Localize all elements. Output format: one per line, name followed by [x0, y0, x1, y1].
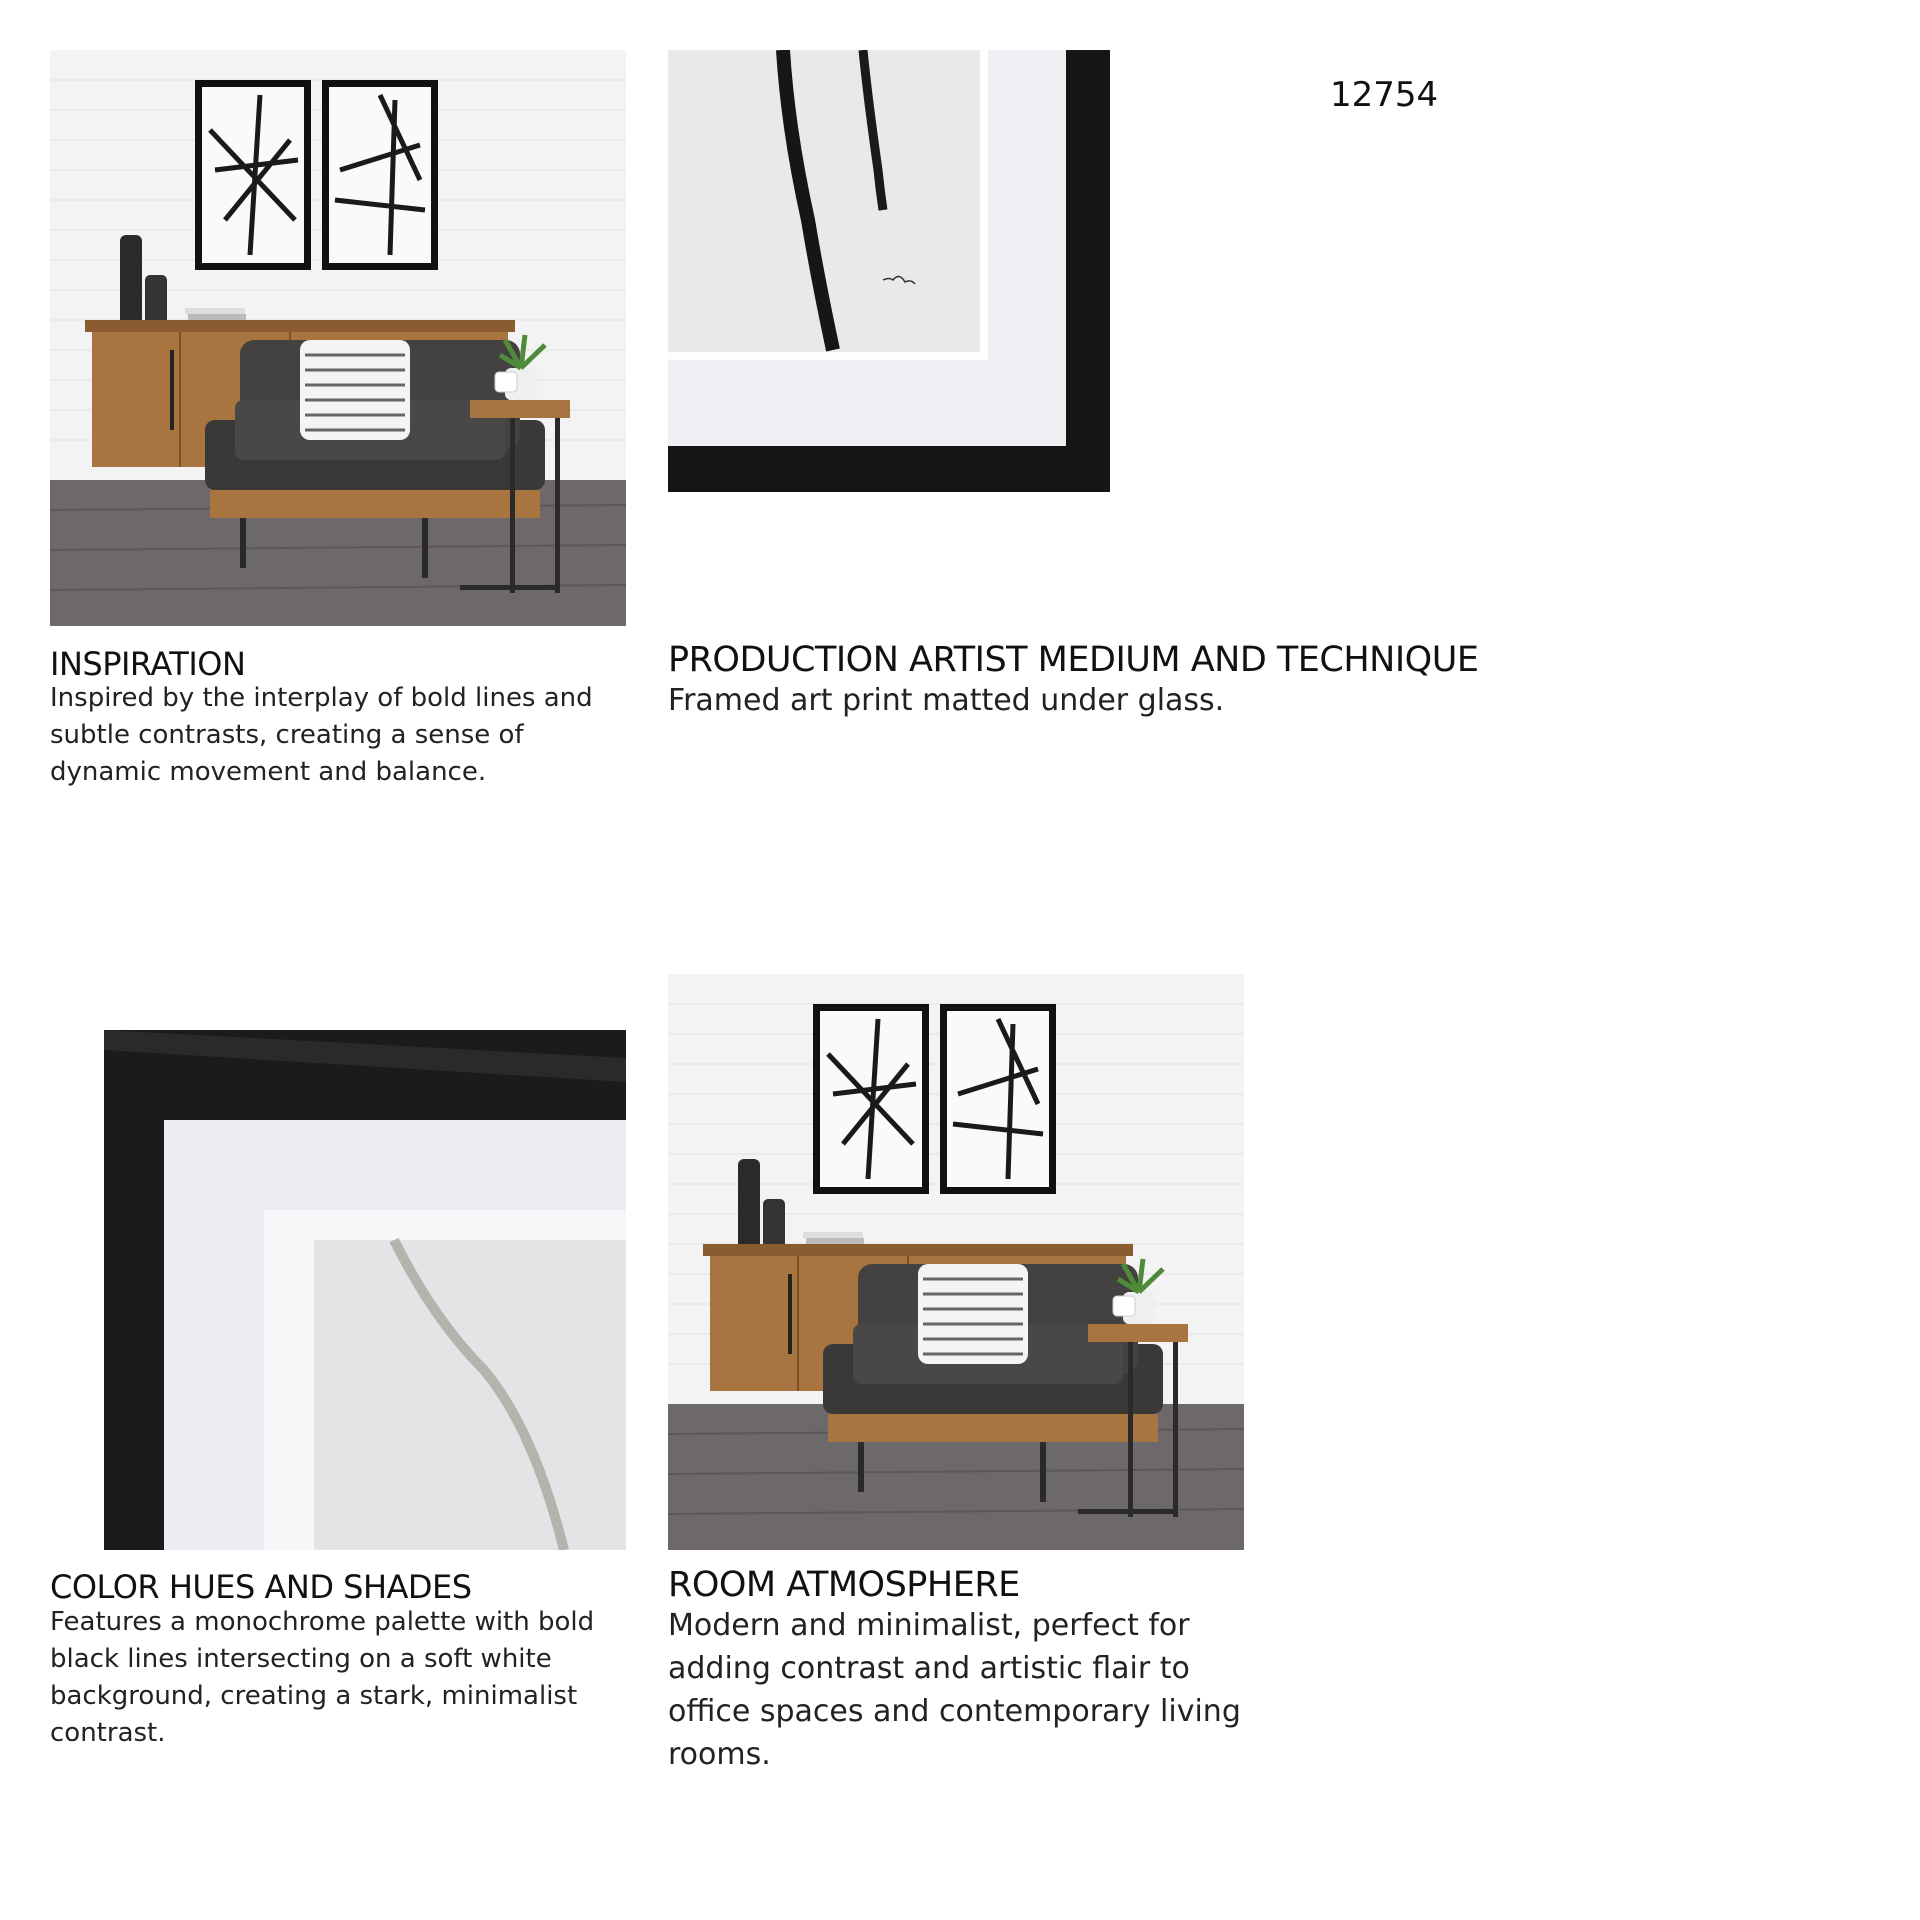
- room-atmosphere-heading: ROOM ATMOSPHERE: [668, 1565, 1020, 1605]
- production-heading: PRODUCTION ARTIST MEDIUM AND TECHNIQUE: [668, 640, 1479, 680]
- room-scene-illustration: [668, 974, 1244, 1550]
- frame-corner-closeup-photo: [668, 50, 1110, 492]
- frame-edge-illustration: [104, 1030, 626, 1550]
- color-heading: COLOR HUES AND SHADES: [50, 1568, 472, 1606]
- room-atmosphere-photo: [668, 974, 1244, 1550]
- inspiration-heading: INSPIRATION: [50, 645, 246, 683]
- color-text: Features a monochrome palette with bold black lines intersecting on a soft white background, creating a stark, minimalist contrast.: [50, 1607, 595, 1748]
- inspiration-room-photo: [50, 50, 626, 626]
- room-scene-illustration: [50, 50, 626, 626]
- document-number: 12754: [1330, 75, 1439, 115]
- frame-edge-closeup-photo: [104, 1030, 626, 1550]
- room-atmosphere-text: Modern and minimalist, perfect for adding contrast and artistic flair to office spaces and contemporary living rooms.: [668, 1608, 1241, 1772]
- production-text: Framed art print matted under glass.: [668, 683, 1225, 718]
- inspiration-text: Inspired by the interplay of bold lines and subtle contrasts, creating a sense of dynamic movement and balance.: [50, 683, 593, 787]
- frame-corner-illustration: [668, 50, 1110, 492]
